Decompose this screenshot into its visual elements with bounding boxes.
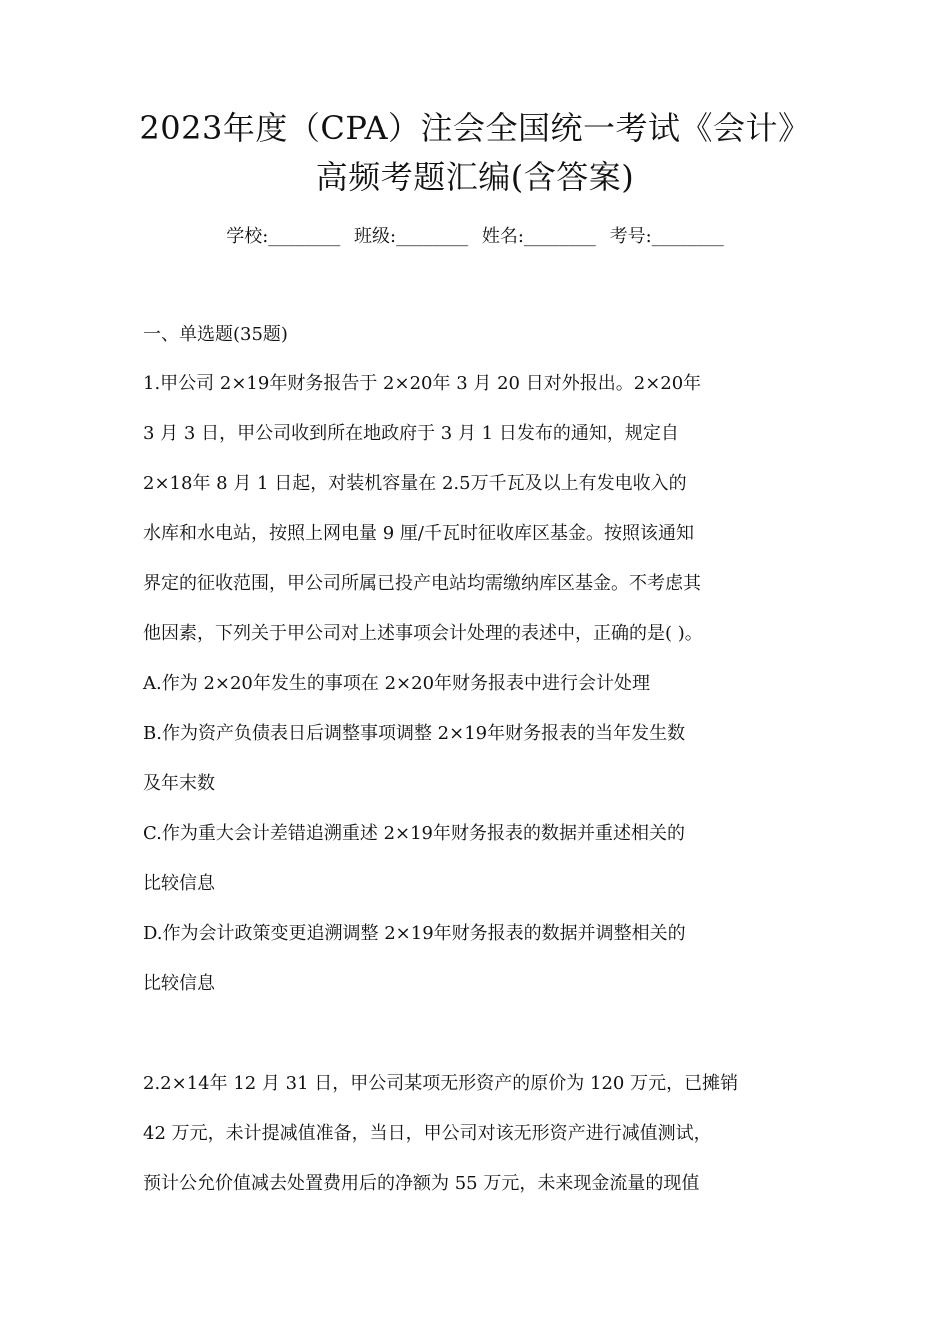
question-1-option-a: A.作为 2×20年发生的事项在 2×20年财务报表中进行会计处理 <box>143 673 651 694</box>
question-1-option-b-continued: 及年末数 <box>143 773 215 794</box>
question-1-option-c: C.作为重大会计差错追溯重述 2×19年财务报表的数据并重述相关的 <box>143 823 686 844</box>
section-heading: 一、单选题(35题) <box>143 324 288 345</box>
question-2-line-2: 42 万元，未计提减值准备，当日，甲公司对该无形资产进行减值测试， <box>143 1123 712 1144</box>
question-1-line-4: 水库和水电站，按照上网电量 9 厘/千瓦时征收库区基金。按照该通知 <box>143 523 694 544</box>
document-title-line-2: 高频考题汇编(含答案) <box>315 158 635 196</box>
question-1-line-1: 1.甲公司 2×19年财务报告于 2×20年 3 月 20 日对外报出。2×20年 <box>143 373 702 394</box>
question-1-option-c-continued: 比较信息 <box>143 873 215 894</box>
class-field: 班级:________ <box>354 226 469 247</box>
student-info-line <box>0 224 950 250</box>
question-1-line-5: 界定的征收范围，甲公司所属已投产电站均需缴纳库区基金。不考虑其 <box>143 573 701 594</box>
question-1-line-3: 2×18年 8 月 1 日起，对装机容量在 2.5万千瓦及以上有发电收入的 <box>143 473 687 494</box>
name-field: 姓名:________ <box>481 226 596 247</box>
school-field: 学校:________ <box>226 226 341 247</box>
question-1-line-2: 3 月 3 日，甲公司收到所在地政府于 3 月 1 日发布的通知，规定自 <box>143 423 679 444</box>
question-2-line-3: 预计公允价值减去处置费用后的净额为 55 万元，未来现金流量的现值 <box>143 1173 700 1194</box>
question-1-line-6: 他因素，下列关于甲公司对上述事项会计处理的表述中，正确的是( )。 <box>143 623 703 644</box>
question-1-option-d-continued: 比较信息 <box>143 973 215 994</box>
question-2-line-1: 2.2×14年 12 月 31 日，甲公司某项无形资产的原价为 120 万元，已摊销 <box>143 1073 739 1094</box>
question-1-option-b: B.作为资产负债表日后调整事项调整 2×19年财务报表的当年发生数 <box>143 723 686 744</box>
exam-number-field: 考号:________ <box>609 226 724 247</box>
document-title-line-1: 2023年度（CPA）注会全国统一考试《会计》 <box>139 109 811 147</box>
question-1-option-d: D.作为会计政策变更追溯调整 2×19年财务报表的数据并调整相关的 <box>143 923 686 944</box>
